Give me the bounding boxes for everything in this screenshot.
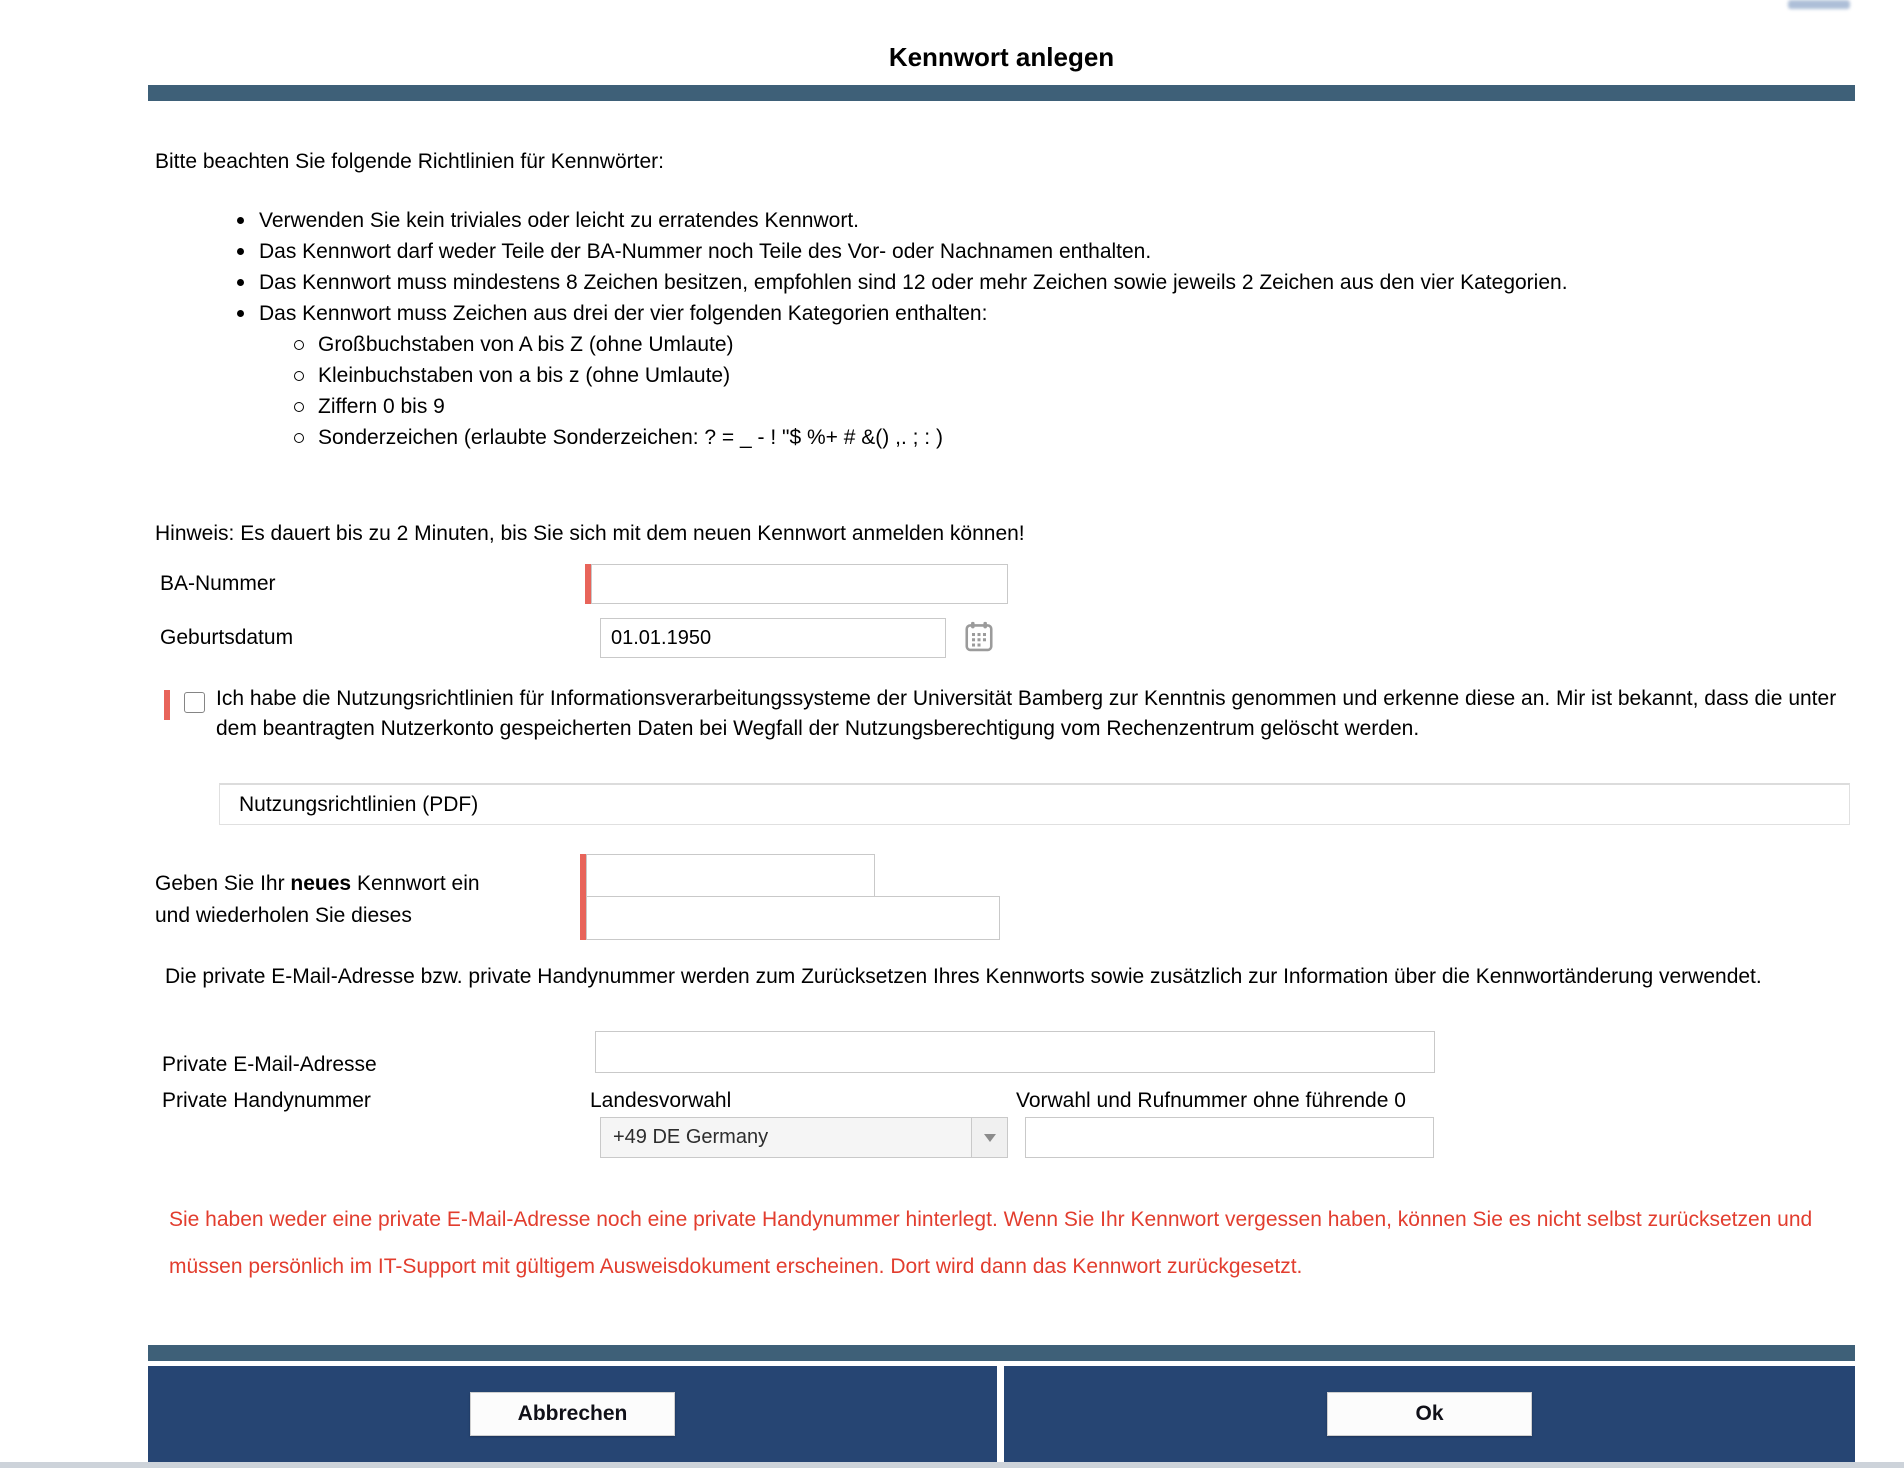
email-input[interactable]: [595, 1031, 1435, 1073]
guidelines-intro: Bitte beachten Sie folgende Richtlinien für Kennwörter:: [155, 150, 664, 173]
top-divider-bar: [148, 85, 1855, 101]
pdf-link[interactable]: Nutzungsrichtlinien (PDF): [239, 792, 479, 816]
category-list: [230, 329, 1840, 453]
pdf-link-panel[interactable]: [219, 783, 1850, 825]
country-code-label: Landesvorwahl: [590, 1089, 732, 1112]
phone-label: Private Handynummer: [162, 1089, 371, 1112]
country-code-select[interactable]: [600, 1117, 1008, 1158]
password-field-group: [580, 854, 1000, 940]
bottom-divider-bar: [148, 1345, 1855, 1361]
birthdate-input[interactable]: [600, 618, 946, 658]
password-label-part: Geben Sie Ihr: [155, 872, 291, 895]
category-item: Sonderzeichen (erlaubte Sonderzeichen: ? = _ - ! "$ %+ # &() ,. ; : ): [230, 422, 1840, 453]
birthdate-label: Geburtsdatum: [160, 626, 294, 649]
chevron-down-icon: [984, 1134, 996, 1142]
guideline-item: Das Kennwort darf weder Teile der BA-Nummer noch Teile des Vor- oder Nachnamen enthalten.: [230, 236, 1840, 267]
ba-number-input[interactable]: [591, 564, 1008, 604]
category-item: Ziffern 0 bis 9: [230, 391, 1840, 422]
warning-message: Sie haben weder eine private E-Mail-Adresse noch eine private Handynummer hinterlegt. Wenn Sie Ihr Kennwort vergessen haben, können Sie es nicht selbst zurücksetzen und müssen persönlich im IT-Support mit gültigem Ausweisdokument erscheinen. Dort wird dann das Kennwort zurückgesetzt.: [169, 1208, 1813, 1278]
phone-number-label: Vorwahl und Rufnummer ohne führende 0: [1016, 1089, 1406, 1112]
phone-number-input[interactable]: [1025, 1117, 1434, 1158]
new-password-input[interactable]: [586, 854, 875, 897]
ok-button[interactable]: Ok: [1327, 1392, 1532, 1436]
guideline-item: Verwenden Sie kein triviales oder leicht zu erratendes Kennwort.: [230, 205, 1840, 236]
required-marker: [164, 690, 170, 720]
privacy-note: Die private E-Mail-Adresse bzw. private Handynummer werden zum Zurücksetzen Ihres Kennworts sowie zusätzlich zur Information über die Kennwortänderung verwendet.: [165, 965, 1762, 988]
password-label-bold: neues: [290, 872, 352, 895]
ba-number-field-group: [585, 564, 1008, 604]
email-label: Private E-Mail-Adresse: [162, 1053, 377, 1076]
guidelines-list: [230, 205, 1840, 453]
category-item: Großbuchstaben von A bis Z (ohne Umlaute): [230, 329, 1840, 360]
repeat-password-input[interactable]: [586, 896, 1000, 940]
country-code-value: +49 DE Germany: [613, 1126, 769, 1148]
guideline-item: Das Kennwort muss Zeichen aus drei der vier folgenden Kategorien enthalten:: [230, 298, 1840, 329]
calendar-icon: [965, 640, 993, 655]
guideline-item: Das Kennwort muss mindestens 8 Zeichen besitzen, empfohlen sind 12 oder mehr Zeichen sowie jeweils 2 Zeichen aus den vier Kategorien.: [230, 267, 1840, 298]
footer-right-panel: [1004, 1366, 1855, 1462]
ba-number-label: BA-Nummer: [160, 572, 276, 595]
bottom-edge-strip: [0, 1462, 1904, 1468]
category-item: Kleinbuchstaben von a bis z (ohne Umlaute): [230, 360, 1840, 391]
calendar-button[interactable]: [964, 621, 994, 653]
password-label-part: Kennwort ein: [351, 872, 480, 895]
dropdown-arrow-box[interactable]: [971, 1118, 1007, 1157]
password-label: [155, 868, 480, 932]
cancel-button[interactable]: Abbrechen: [470, 1392, 675, 1436]
hinweis-note: Hinweis: Es dauert bis zu 2 Minuten, bis Sie sich mit dem neuen Kennwort anmelden können!: [155, 522, 1025, 545]
terms-text: Ich habe die Nutzungsrichtlinien für Informationsverarbeitungssysteme der Universität Bamberg zur Kenntnis genommen und erkenne diese an. Mir ist bekannt, dass die unter dem beantragten Nutzerkonto gespeicherten Daten bei Wegfall der Nutzungsberechtigung vom Rechenzentrum gelöscht werden.: [216, 687, 1837, 740]
page-title: Kennwort anlegen: [888, 42, 1115, 72]
footer-left-panel: [148, 1366, 997, 1462]
cropped-corner-icon: [1788, 0, 1850, 9]
terms-checkbox[interactable]: [184, 692, 205, 713]
password-label-line2: und wiederholen Sie dieses: [155, 904, 412, 927]
